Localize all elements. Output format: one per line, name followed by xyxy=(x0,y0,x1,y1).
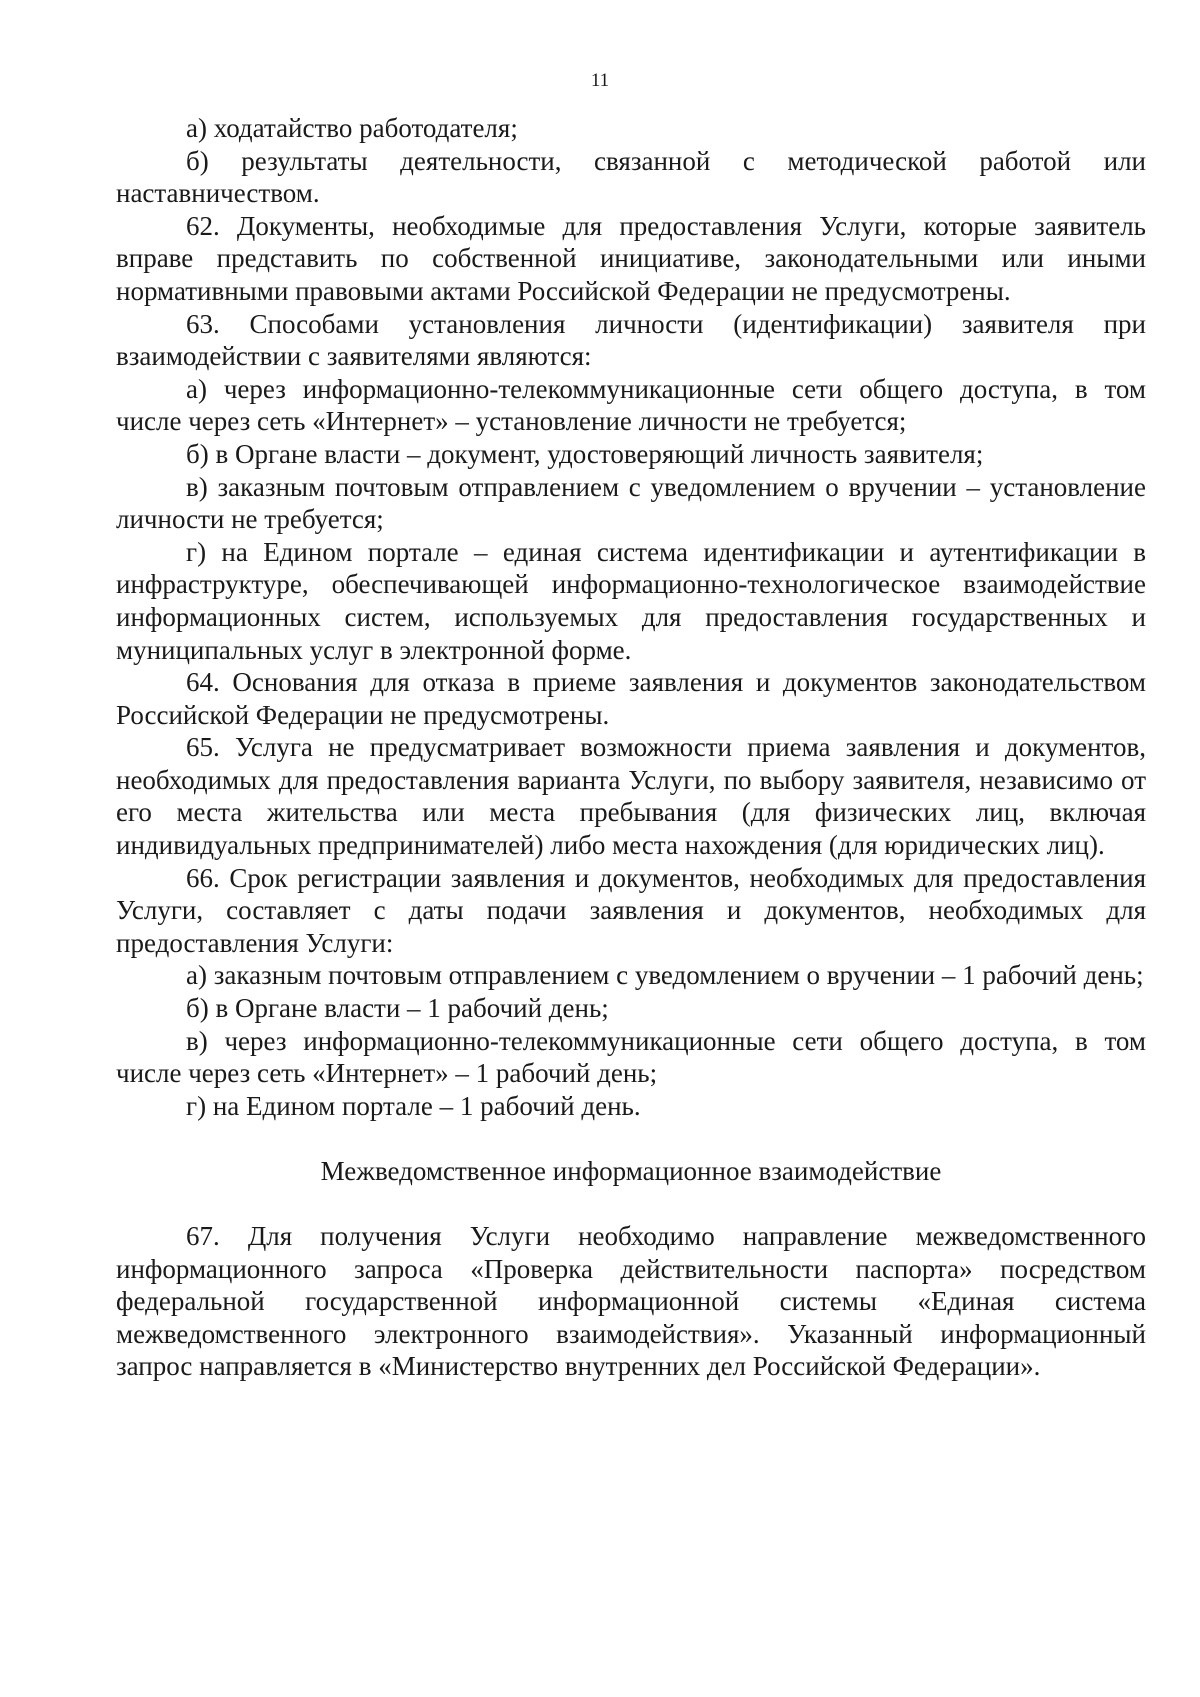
paragraph-66-item-b-authority: б) в Органе власти – 1 рабочий день; xyxy=(186,993,609,1024)
paragraph-65-extraterritorial: 65. Услуга не предусматривает возможности приема заявления и документов, необходимых для предоставления варианта Услуги, по выбору заявителя, независимо от его места жительства или места пребывания (для физических лиц, включая индивидуальных предпринимателей) либо места нахождения (для юридических лиц). xyxy=(116,732,1146,861)
paragraph-66-item-g-unified-portal: г) на Едином портале – 1 рабочий день. xyxy=(186,1090,641,1121)
paragraph-62-optional-documents: 62. Документы, необходимые для предоставления Услуги, которые заявитель вправе представить по собственной инициативе, законодательными или иными нормативными правовыми актами Российской Федерации не предусмотрены. xyxy=(116,210,1146,306)
paragraph-63-identification-methods: 63. Способами установления личности (идентификации) заявителя при взаимодействии с заявителями являются: xyxy=(116,308,1146,372)
paragraph-item-b-methodical-results: б) результаты деятельности, связанной с методической работой или наставничеством. xyxy=(116,145,1146,209)
paragraph-63-item-g-unified-portal: г) на Едином портале – единая система идентификации и аутентификации в инфраструктуре, обеспечивающей информационно-технологическое взаимодействие информационных систем, используемых для предоставления государственных и муниципальных услуг в электронной форме. xyxy=(116,536,1146,665)
paragraph-item-a-employer-petition: а) ходатайство работодателя; xyxy=(186,113,518,143)
paragraph-67-interagency-request: 67. Для получения Услуги необходимо направление межведомственного информационного запроса «Проверка действительности паспорта» посредством федеральной государственной информационной системы «Единая система межведомственного электронного взаимодействия». Указанный информационный запрос направляется в «Министерство внутренних дел Российской Федерации». xyxy=(116,1221,1146,1382)
paragraph-63-item-v-registered-mail: в) заказным почтовым отправлением с уведомлением о вручении – установление личности не требуется; xyxy=(116,471,1146,535)
paragraph-66-item-v-internet: в) через информационно-телекоммуникационные сети общего доступа, в том числе через сеть «Интернет» – 1 рабочий день; xyxy=(116,1025,1146,1089)
section-heading: Межведомственное информационное взаимодействие xyxy=(320,1156,942,1187)
paragraph-66-registration-term: 66. Срок регистрации заявления и документов, необходимых для предоставления Услуги, составляет с даты подачи заявления и документов, необходимых для предоставления Услуги: xyxy=(116,862,1146,958)
page-number: 11 xyxy=(590,70,610,91)
paragraph-66-item-a-registered-mail: а) заказным почтовым отправлением с уведомлением о вручении – 1 рабочий день; xyxy=(186,960,1144,991)
document-body xyxy=(116,112,1146,1383)
paragraph-63-item-b-authority: б) в Органе власти – документ, удостоверяющий личность заявителя; xyxy=(186,438,984,469)
paragraph-63-item-a-internet: а) через информационно-телекоммуникационные сети общего доступа, в том числе через сеть «Интернет» – установление личности не требуется; xyxy=(116,373,1146,437)
paragraph-64-refusal-grounds: 64. Основания для отказа в приеме заявления и документов законодательством Российской Федерации не предусмотрены. xyxy=(116,667,1146,730)
